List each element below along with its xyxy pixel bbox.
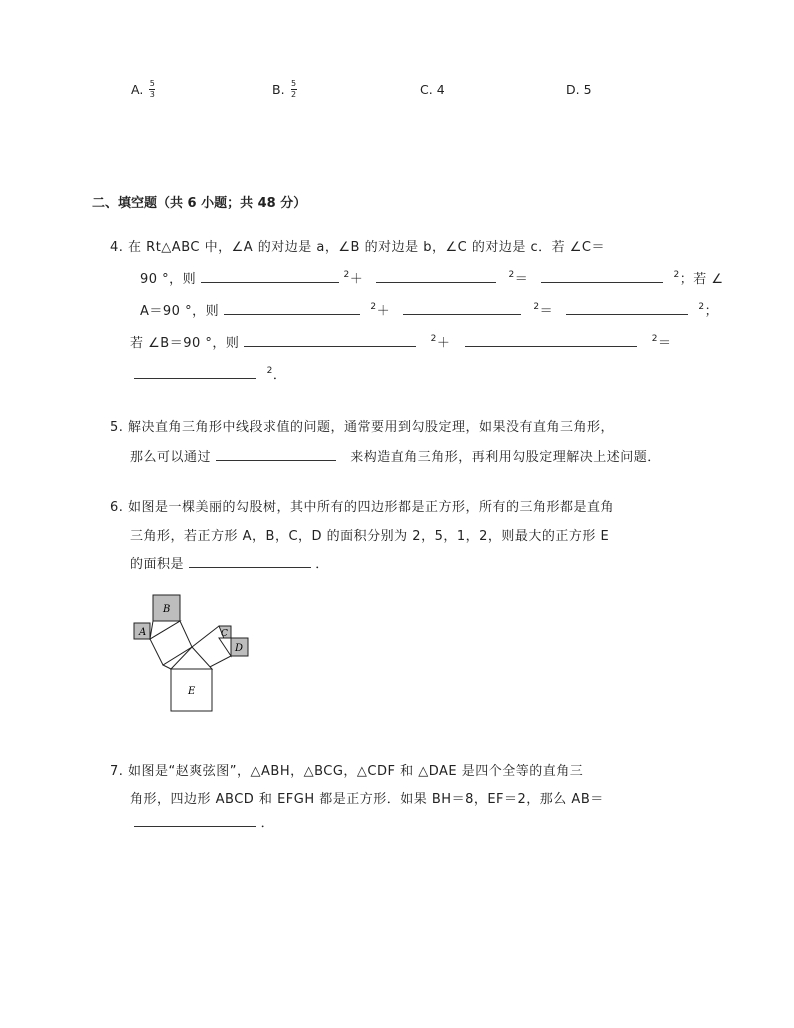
option-d: D. 5	[566, 82, 592, 97]
section-title: 二、填空题（共 6 小题；共 48 分）	[92, 196, 307, 211]
q4-line2: 90 °，则 $^2$＋ $^2$＝ $^2$；若 ∠	[140, 270, 724, 287]
label-b: B	[163, 604, 171, 615]
answer-blank[interactable]	[224, 300, 360, 315]
option-a: A. $\frac{5}{3}$	[131, 79, 155, 99]
q4-line1: 4. 在 Rt△ABC 中，∠A 的对边是 a，∠B 的对边是 b，∠C 的对边是 c．若 ∠C＝	[110, 240, 605, 255]
answer-blank[interactable]	[201, 268, 339, 283]
label-c: C	[221, 629, 228, 639]
q6-line3: 的面积是 ．	[130, 553, 329, 572]
answer-blank[interactable]	[403, 300, 521, 315]
answer-blank[interactable]	[244, 332, 416, 347]
answer-blank[interactable]	[189, 553, 311, 568]
q6-line1: 6. 如图是一棵美丽的勾股树，其中所有的四边形都是正方形，所有的三角形都是直角	[110, 500, 615, 515]
q7-line1: 7. 如图是“赵爽弦图”，△ABH，△BCG，△CDF 和 △DAE 是四个全等的直角三	[110, 764, 584, 779]
fraction: $\frac{5}{3}$	[149, 79, 155, 99]
pythagoras-tree-figure	[128, 590, 258, 720]
answer-blank[interactable]	[541, 268, 663, 283]
option-c: C. 4	[420, 82, 445, 97]
q4-line5: $^2$．	[134, 364, 286, 383]
q6-line2: 三角形，若正方形 A，B，C，D 的面积分别为 2，5，1，2，则最大的正方形 E	[130, 529, 610, 544]
answer-blank[interactable]	[566, 300, 688, 315]
label-e: E	[188, 686, 196, 697]
q7-line2: 角形，四边形 ABCD 和 EFGH 都是正方形．如果 BH＝8，EF＝2，那么 AB＝	[130, 792, 604, 807]
answer-blank[interactable]	[376, 268, 496, 283]
answer-blank[interactable]	[465, 332, 637, 347]
q5-line1: 5. 解决直角三角形中线段求值的问题，通常要用到勾股定理，如果没有直角三角形，	[110, 420, 615, 435]
q7-line3: ．	[134, 812, 274, 831]
q4-line4: 若 ∠B＝90 °，则 $^2$＋ $^2$＝	[130, 334, 672, 351]
option-b: B. $\frac{5}{2}$	[272, 79, 297, 99]
answer-blank[interactable]	[216, 446, 336, 461]
q4-line3: A＝90 °，则 $^2$＋ $^2$＝ $^2$；	[140, 302, 719, 319]
q5-line2: 那么可以通过 来构造直角三角形，再利用勾股定理解决上述问题．	[130, 446, 661, 465]
answer-blank[interactable]	[134, 364, 256, 379]
label-a: A	[139, 627, 147, 638]
answer-blank[interactable]	[134, 812, 256, 827]
fraction: $\frac{5}{2}$	[291, 79, 297, 99]
label-d: D	[235, 643, 244, 654]
